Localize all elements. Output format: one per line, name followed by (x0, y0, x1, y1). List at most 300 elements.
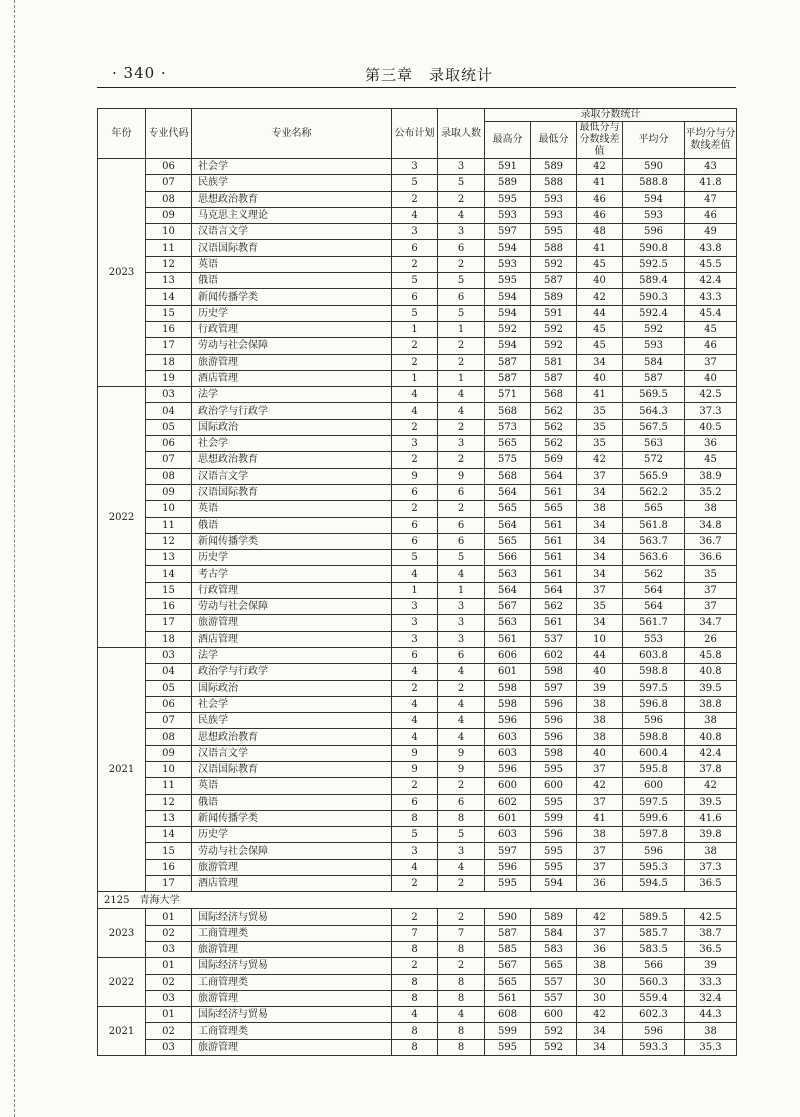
avg-score-cell: 562 (623, 566, 685, 582)
max-score-cell: 587 (485, 354, 531, 370)
major-name-cell: 劳动与社会保障 (192, 599, 392, 615)
avg-diff-cell: 36.5 (685, 941, 737, 957)
min-score-cell: 561 (531, 615, 577, 631)
major-name-cell: 工商管理类 (192, 925, 392, 941)
min-diff-cell: 41 (577, 175, 623, 191)
min-diff-cell: 37 (577, 468, 623, 484)
admitted-cell: 4 (438, 696, 485, 712)
min-score-cell: 587 (531, 273, 577, 289)
min-score-cell: 596 (531, 827, 577, 843)
min-diff-cell: 34 (577, 1039, 623, 1055)
planned-cell: 8 (392, 810, 438, 826)
min-diff-cell: 10 (577, 631, 623, 647)
admitted-cell: 6 (438, 794, 485, 810)
table-row (98, 1007, 737, 1023)
max-score-cell: 594 (485, 240, 531, 256)
school-row (98, 892, 737, 909)
avg-diff-cell: 37 (685, 582, 737, 598)
table-row (98, 876, 737, 892)
avg-score-cell: 553 (623, 631, 685, 647)
major-name-cell: 旅游管理 (192, 615, 392, 631)
min-score-cell: 596 (531, 696, 577, 712)
major-code-cell: 06 (146, 159, 192, 175)
major-code-cell: 16 (146, 599, 192, 615)
major-code-cell: 18 (146, 354, 192, 370)
planned-cell: 3 (392, 599, 438, 615)
admitted-cell: 1 (438, 370, 485, 386)
avg-diff-cell: 37 (685, 599, 737, 615)
avg-diff-cell: 45.8 (685, 647, 737, 663)
avg-score-cell: 562.2 (623, 484, 685, 500)
min-diff-cell: 42 (577, 289, 623, 305)
table-row (98, 909, 737, 925)
table-row (98, 827, 737, 843)
planned-cell: 6 (392, 289, 438, 305)
avg-score-cell: 596 (623, 843, 685, 859)
major-name-cell: 历史学 (192, 827, 392, 843)
min-score-cell: 595 (531, 843, 577, 859)
avg-score-cell: 597.8 (623, 827, 685, 843)
avg-score-cell: 600.4 (623, 745, 685, 761)
min-score-cell: 557 (531, 990, 577, 1006)
table-row (98, 289, 737, 305)
major-code-cell: 07 (146, 452, 192, 468)
max-score-cell: 568 (485, 403, 531, 419)
min-score-cell: 562 (531, 436, 577, 452)
avg-diff-cell: 45 (685, 452, 737, 468)
avg-diff-cell: 49 (685, 224, 737, 240)
min-diff-cell: 45 (577, 321, 623, 337)
min-diff-cell: 45 (577, 256, 623, 272)
max-score-cell: 593 (485, 207, 531, 223)
planned-cell: 6 (392, 794, 438, 810)
avg-diff-cell: 42.5 (685, 909, 737, 925)
planned-cell: 2 (392, 680, 438, 696)
avg-diff-cell: 42 (685, 778, 737, 794)
admitted-cell: 6 (438, 647, 485, 663)
min-diff-cell: 38 (577, 729, 623, 745)
avg-diff-cell: 36.6 (685, 550, 737, 566)
admitted-cell: 2 (438, 680, 485, 696)
avg-diff-cell: 40.8 (685, 729, 737, 745)
table-row (98, 305, 737, 321)
major-code-cell: 11 (146, 778, 192, 794)
max-score-cell: 598 (485, 680, 531, 696)
major-name-cell: 民族学 (192, 175, 392, 191)
max-score-cell: 608 (485, 1007, 531, 1023)
table-row (98, 713, 737, 729)
max-score-cell: 595 (485, 191, 531, 207)
min-diff-cell: 38 (577, 713, 623, 729)
major-code-cell: 04 (146, 403, 192, 419)
max-score-cell: 606 (485, 647, 531, 663)
planned-cell: 1 (392, 370, 438, 386)
admitted-cell: 5 (438, 550, 485, 566)
avg-score-cell: 599.6 (623, 810, 685, 826)
table-row (98, 599, 737, 615)
table-body-main (98, 159, 737, 892)
planned-cell: 2 (392, 452, 438, 468)
major-code-cell: 13 (146, 810, 192, 826)
admitted-cell: 2 (438, 452, 485, 468)
min-score-cell: 583 (531, 941, 577, 957)
planned-cell: 2 (392, 256, 438, 272)
max-score-cell: 590 (485, 909, 531, 925)
max-score-cell: 603 (485, 745, 531, 761)
avg-score-cell: 602.3 (623, 1007, 685, 1023)
min-diff-cell: 30 (577, 974, 623, 990)
avg-diff-cell: 37.3 (685, 859, 737, 875)
min-diff-cell: 38 (577, 501, 623, 517)
min-diff-cell: 41 (577, 810, 623, 826)
avg-score-cell: 561.8 (623, 517, 685, 533)
table-row (98, 159, 737, 175)
min-diff-cell: 34 (577, 1023, 623, 1039)
table-row (98, 745, 737, 761)
planned-cell: 3 (392, 843, 438, 859)
major-name-cell: 酒店管理 (192, 370, 392, 386)
table-row (98, 207, 737, 223)
avg-diff-cell: 38 (685, 713, 737, 729)
max-score-cell: 595 (485, 273, 531, 289)
admitted-cell: 3 (438, 599, 485, 615)
avg-diff-cell: 39.5 (685, 794, 737, 810)
major-code-cell: 01 (146, 909, 192, 925)
avg-score-cell: 590.3 (623, 289, 685, 305)
planned-cell: 2 (392, 876, 438, 892)
admitted-cell: 9 (438, 468, 485, 484)
major-code-cell: 10 (146, 501, 192, 517)
planned-cell: 6 (392, 484, 438, 500)
major-code-cell: 16 (146, 859, 192, 875)
max-score-cell: 593 (485, 256, 531, 272)
max-score-cell: 575 (485, 452, 531, 468)
min-diff-cell: 35 (577, 403, 623, 419)
major-name-cell: 汉语言文学 (192, 745, 392, 761)
major-name-cell: 酒店管理 (192, 876, 392, 892)
major-name-cell: 英语 (192, 778, 392, 794)
avg-diff-cell: 46 (685, 207, 737, 223)
avg-diff-cell: 45.4 (685, 305, 737, 321)
table-row (98, 974, 737, 990)
major-name-cell: 酒店管理 (192, 631, 392, 647)
major-code-cell: 11 (146, 240, 192, 256)
min-diff-cell: 38 (577, 958, 623, 974)
table-row (98, 224, 737, 240)
avg-score-cell: 598.8 (623, 664, 685, 680)
min-score-cell: 557 (531, 974, 577, 990)
chapter-title: 第三章 录取统计 (365, 66, 494, 84)
avg-score-cell: 564.3 (623, 403, 685, 419)
min-diff-cell: 35 (577, 436, 623, 452)
min-score-cell: 569 (531, 452, 577, 468)
min-score-cell: 592 (531, 1023, 577, 1039)
avg-score-cell: 593.3 (623, 1039, 685, 1055)
admitted-cell: 6 (438, 533, 485, 549)
major-code-cell: 03 (146, 990, 192, 1006)
avg-score-cell: 560.3 (623, 974, 685, 990)
min-diff-cell: 37 (577, 761, 623, 777)
max-score-cell: 601 (485, 664, 531, 680)
table-row (98, 370, 737, 386)
planned-cell: 4 (392, 207, 438, 223)
avg-diff-cell: 38 (685, 501, 737, 517)
max-score-cell: 599 (485, 1023, 531, 1039)
planned-cell: 2 (392, 338, 438, 354)
year-cell: 2023 (98, 159, 146, 387)
admitted-cell: 2 (438, 501, 485, 517)
min-score-cell: 592 (531, 1039, 577, 1055)
admitted-cell: 1 (438, 582, 485, 598)
avg-diff-cell: 36.7 (685, 533, 737, 549)
table-row (98, 436, 737, 452)
min-score-cell: 561 (531, 533, 577, 549)
planned-cell: 6 (392, 517, 438, 533)
major-name-cell: 民族学 (192, 713, 392, 729)
min-score-cell: 598 (531, 745, 577, 761)
major-name-cell: 汉语国际教育 (192, 761, 392, 777)
header-planned: 公布计划 (392, 109, 438, 159)
major-name-cell: 行政管理 (192, 582, 392, 598)
admitted-cell: 8 (438, 810, 485, 826)
avg-score-cell: 594.5 (623, 876, 685, 892)
admitted-cell: 2 (438, 419, 485, 435)
avg-score-cell: 585.7 (623, 925, 685, 941)
planned-cell: 8 (392, 974, 438, 990)
max-score-cell: 589 (485, 175, 531, 191)
min-score-cell: 600 (531, 1007, 577, 1023)
min-score-cell: 596 (531, 713, 577, 729)
min-diff-cell: 38 (577, 827, 623, 843)
admitted-cell: 7 (438, 925, 485, 941)
min-diff-cell: 38 (577, 696, 623, 712)
max-score-cell: 567 (485, 599, 531, 615)
avg-diff-cell: 34.8 (685, 517, 737, 533)
admitted-cell: 4 (438, 387, 485, 403)
major-name-cell: 政治学与行政学 (192, 664, 392, 680)
major-code-cell: 14 (146, 289, 192, 305)
avg-diff-cell: 36 (685, 436, 737, 452)
avg-score-cell: 563.6 (623, 550, 685, 566)
avg-score-cell: 567.5 (623, 419, 685, 435)
table-row (98, 338, 737, 354)
min-diff-cell: 40 (577, 745, 623, 761)
min-score-cell: 602 (531, 647, 577, 663)
avg-diff-cell: 39.5 (685, 680, 737, 696)
admitted-cell: 9 (438, 745, 485, 761)
max-score-cell: 585 (485, 941, 531, 957)
table-row (98, 778, 737, 794)
admitted-cell: 2 (438, 354, 485, 370)
admitted-cell: 2 (438, 256, 485, 272)
major-code-cell: 09 (146, 745, 192, 761)
planned-cell: 7 (392, 925, 438, 941)
header-year: 年份 (98, 109, 146, 159)
planned-cell: 5 (392, 175, 438, 191)
min-score-cell: 596 (531, 729, 577, 745)
max-score-cell: 565 (485, 533, 531, 549)
min-diff-cell: 42 (577, 159, 623, 175)
min-diff-cell: 39 (577, 680, 623, 696)
admitted-cell: 9 (438, 761, 485, 777)
min-diff-cell: 30 (577, 990, 623, 1006)
admitted-cell: 2 (438, 876, 485, 892)
avg-score-cell: 596 (623, 224, 685, 240)
major-name-cell: 历史学 (192, 305, 392, 321)
major-code-cell: 08 (146, 191, 192, 207)
max-score-cell: 602 (485, 794, 531, 810)
planned-cell: 3 (392, 436, 438, 452)
min-diff-cell: 34 (577, 550, 623, 566)
planned-cell: 3 (392, 159, 438, 175)
max-score-cell: 561 (485, 990, 531, 1006)
table-row (98, 582, 737, 598)
table-row (98, 941, 737, 957)
table-row (98, 387, 737, 403)
year-cell: 2021 (98, 647, 146, 891)
avg-diff-cell: 32.4 (685, 990, 737, 1006)
planned-cell: 4 (392, 1007, 438, 1023)
major-code-cell: 12 (146, 533, 192, 549)
avg-score-cell: 593 (623, 338, 685, 354)
min-score-cell: 592 (531, 321, 577, 337)
table-body-school (98, 892, 737, 1056)
min-score-cell: 565 (531, 958, 577, 974)
min-score-cell: 598 (531, 664, 577, 680)
avg-diff-cell: 38.7 (685, 925, 737, 941)
planned-cell: 3 (392, 615, 438, 631)
major-name-cell: 社会学 (192, 696, 392, 712)
min-score-cell: 562 (531, 403, 577, 419)
major-code-cell: 17 (146, 876, 192, 892)
major-code-cell: 08 (146, 468, 192, 484)
planned-cell: 5 (392, 273, 438, 289)
min-score-cell: 592 (531, 338, 577, 354)
page-number: · 340 · (112, 64, 167, 82)
avg-score-cell: 565.9 (623, 468, 685, 484)
admitted-cell: 4 (438, 729, 485, 745)
major-code-cell: 07 (146, 713, 192, 729)
admitted-cell: 3 (438, 436, 485, 452)
table-row (98, 664, 737, 680)
avg-score-cell: 584 (623, 354, 685, 370)
avg-diff-cell: 36.5 (685, 876, 737, 892)
avg-score-cell: 603.8 (623, 647, 685, 663)
avg-diff-cell: 43.8 (685, 240, 737, 256)
max-score-cell: 598 (485, 696, 531, 712)
major-name-cell: 旅游管理 (192, 1039, 392, 1055)
avg-score-cell: 564 (623, 599, 685, 615)
avg-diff-cell: 35 (685, 566, 737, 582)
planned-cell: 2 (392, 191, 438, 207)
major-name-cell: 社会学 (192, 436, 392, 452)
table-row (98, 419, 737, 435)
major-code-cell: 04 (146, 664, 192, 680)
avg-score-cell: 594 (623, 191, 685, 207)
min-diff-cell: 34 (577, 615, 623, 631)
admitted-cell: 6 (438, 289, 485, 305)
avg-score-cell: 597.5 (623, 680, 685, 696)
min-diff-cell: 34 (577, 566, 623, 582)
min-diff-cell: 37 (577, 843, 623, 859)
major-code-cell: 13 (146, 273, 192, 289)
avg-score-cell: 597.5 (623, 794, 685, 810)
max-score-cell: 596 (485, 713, 531, 729)
avg-diff-cell: 37.3 (685, 403, 737, 419)
header-major-code: 专业代码 (146, 109, 192, 159)
major-name-cell: 劳动与社会保障 (192, 843, 392, 859)
min-diff-cell: 42 (577, 909, 623, 925)
min-diff-cell: 46 (577, 191, 623, 207)
min-score-cell: 589 (531, 909, 577, 925)
planned-cell: 4 (392, 403, 438, 419)
avg-diff-cell: 37.8 (685, 761, 737, 777)
planned-cell: 6 (392, 533, 438, 549)
admitted-cell: 4 (438, 403, 485, 419)
planned-cell: 3 (392, 224, 438, 240)
header-avg-diff: 平均分与分数线差值 (685, 122, 737, 159)
table-row (98, 1039, 737, 1055)
min-diff-cell: 40 (577, 370, 623, 386)
table-row (98, 191, 737, 207)
max-score-cell: 596 (485, 761, 531, 777)
min-diff-cell: 37 (577, 582, 623, 598)
table-row (98, 273, 737, 289)
major-name-cell: 新闻传播学类 (192, 533, 392, 549)
admitted-cell: 5 (438, 175, 485, 191)
major-name-cell: 国际政治 (192, 680, 392, 696)
avg-diff-cell: 40 (685, 370, 737, 386)
avg-diff-cell: 43 (685, 159, 737, 175)
avg-diff-cell: 26 (685, 631, 737, 647)
major-code-cell: 18 (146, 631, 192, 647)
max-score-cell: 594 (485, 289, 531, 305)
planned-cell: 8 (392, 990, 438, 1006)
admitted-cell: 4 (438, 207, 485, 223)
major-code-cell: 19 (146, 370, 192, 386)
table-row (98, 810, 737, 826)
min-score-cell: 595 (531, 859, 577, 875)
min-diff-cell: 40 (577, 664, 623, 680)
admitted-cell: 4 (438, 859, 485, 875)
min-diff-cell: 45 (577, 338, 623, 354)
avg-diff-cell: 38.9 (685, 468, 737, 484)
avg-score-cell: 600 (623, 778, 685, 794)
max-score-cell: 571 (485, 387, 531, 403)
table-row (98, 1023, 737, 1039)
planned-cell: 2 (392, 501, 438, 517)
major-name-cell: 英语 (192, 501, 392, 517)
max-score-cell: 565 (485, 436, 531, 452)
avg-diff-cell: 45 (685, 321, 737, 337)
table-row (98, 175, 737, 191)
min-diff-cell: 42 (577, 1007, 623, 1023)
table-row (98, 484, 737, 500)
major-code-cell: 06 (146, 696, 192, 712)
avg-diff-cell: 33.3 (685, 974, 737, 990)
admitted-cell: 2 (438, 778, 485, 794)
planned-cell: 2 (392, 419, 438, 435)
planned-cell: 4 (392, 566, 438, 582)
planned-cell: 2 (392, 909, 438, 925)
major-name-cell: 汉语国际教育 (192, 484, 392, 500)
table-row (98, 729, 737, 745)
min-score-cell: 592 (531, 256, 577, 272)
max-score-cell: 594 (485, 305, 531, 321)
avg-diff-cell: 37 (685, 354, 737, 370)
avg-score-cell: 596 (623, 713, 685, 729)
min-score-cell: 600 (531, 778, 577, 794)
